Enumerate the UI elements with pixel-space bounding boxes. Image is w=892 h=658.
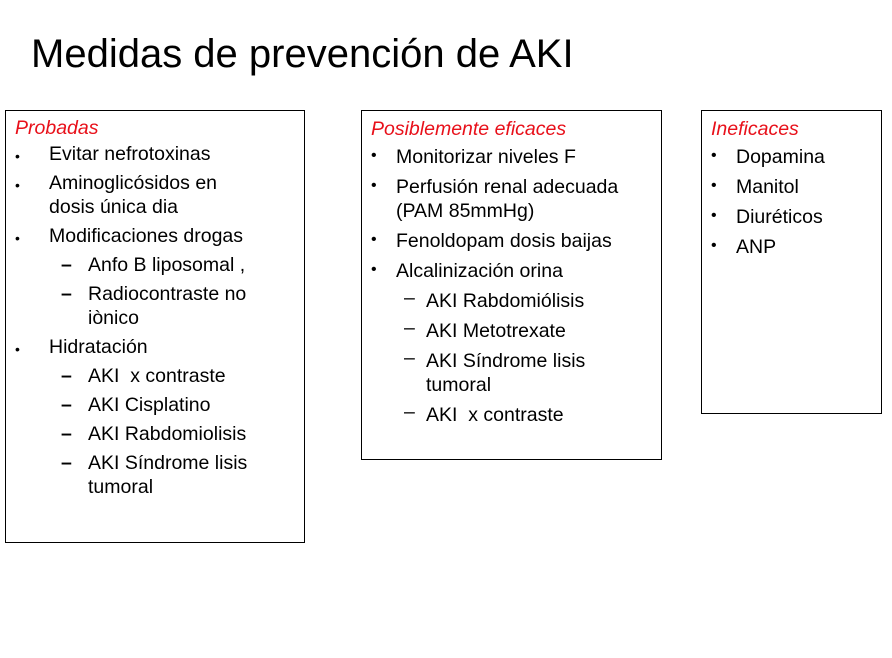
box-heading-ineficaces: Ineficaces (711, 118, 799, 140)
list-item (711, 175, 881, 199)
list-item-text: Dopamina (736, 146, 825, 168)
list-item (711, 235, 881, 259)
dash-icon: – (404, 317, 415, 339)
list-item-text: Fenoldopam dosis baijas (396, 230, 612, 252)
list-item-text: Monitorizar niveles F (396, 146, 576, 168)
list-item (15, 142, 304, 166)
dash-icon: – (61, 452, 72, 474)
list-item-text: Evitar nefrotoxinas (49, 143, 211, 165)
sub-list-item-text: AKI Cisplatino (88, 394, 211, 416)
bullet-icon: • (371, 177, 377, 194)
sub-list-item (371, 349, 626, 397)
bullet-icon: • (15, 230, 20, 246)
sub-list-item (15, 393, 304, 417)
sub-list-item (371, 403, 661, 427)
list-item-text: Hidratación (49, 336, 148, 358)
list-item (371, 175, 658, 223)
list-item-text: Diuréticos (736, 206, 823, 228)
bullet-icon: • (711, 237, 717, 254)
slide-title: Medidas de prevención de AKI (31, 32, 574, 76)
sub-list-item (15, 451, 288, 499)
dash-icon: – (404, 287, 415, 309)
list-item (371, 145, 661, 169)
sub-list-item-text: AKI Metotrexate (426, 320, 566, 342)
sub-list-item (371, 289, 661, 313)
dash-icon: – (61, 423, 72, 445)
box-posiblemente-eficaces (361, 110, 662, 460)
sub-list-item-text: AKI Síndrome lisis tumoral (88, 452, 248, 498)
sub-list-item-text: AKI Rabdomiolisis (88, 423, 247, 445)
bullet-icon: • (15, 177, 20, 193)
bullet-icon: • (15, 341, 20, 357)
dash-icon: – (61, 394, 72, 416)
sub-list-item-text: Anfo B liposomal , (88, 254, 246, 276)
dash-icon: – (404, 401, 415, 423)
sub-list-item (15, 253, 304, 277)
box-heading-probadas: Probadas (15, 117, 99, 139)
bullet-icon: • (15, 148, 20, 164)
sub-list-item (15, 364, 304, 388)
sub-list-item-text: Radiocontraste no iònico (88, 283, 247, 329)
sub-list-item (371, 319, 661, 343)
sub-list-item-text: AKI x contraste (426, 404, 564, 426)
bullet-icon: • (711, 177, 717, 194)
list-item (371, 259, 661, 283)
dash-icon: – (61, 365, 72, 387)
box-probadas (5, 110, 305, 543)
sub-list-item-text: AKI Síndrome lisis tumoral (426, 350, 586, 396)
bullet-icon: • (371, 261, 377, 278)
dash-icon: – (61, 254, 72, 276)
list-item-text: Perfusión renal adecuada (PAM 85mmHg) (396, 176, 619, 222)
list-item-text: Aminoglicósidos en dosis única dia (49, 172, 218, 218)
sub-list-item (15, 422, 304, 446)
sub-list-item (15, 282, 288, 330)
dash-icon: – (61, 283, 72, 305)
dash-icon: – (404, 347, 415, 369)
list-item (15, 335, 304, 359)
box-heading-posiblemente-eficaces: Posiblemente eficaces (371, 118, 567, 140)
list-item-text: Modificaciones drogas (49, 225, 244, 247)
bullet-icon: • (371, 147, 377, 164)
sub-list-item-text: AKI Rabdomiólisis (426, 290, 585, 312)
list-item-text: ANP (736, 236, 777, 258)
bullet-icon: • (371, 231, 377, 248)
bullet-icon: • (711, 147, 717, 164)
list-item (15, 171, 259, 219)
list-item (711, 205, 881, 229)
bullet-icon: • (711, 207, 717, 224)
sub-list-item-text: AKI x contraste (88, 365, 226, 387)
list-item (15, 224, 304, 248)
list-item-text: Alcalinización orina (396, 260, 563, 282)
list-item (371, 229, 661, 253)
box-ineficaces (701, 110, 882, 414)
list-item (711, 145, 881, 169)
list-item-text: Manitol (736, 176, 799, 198)
